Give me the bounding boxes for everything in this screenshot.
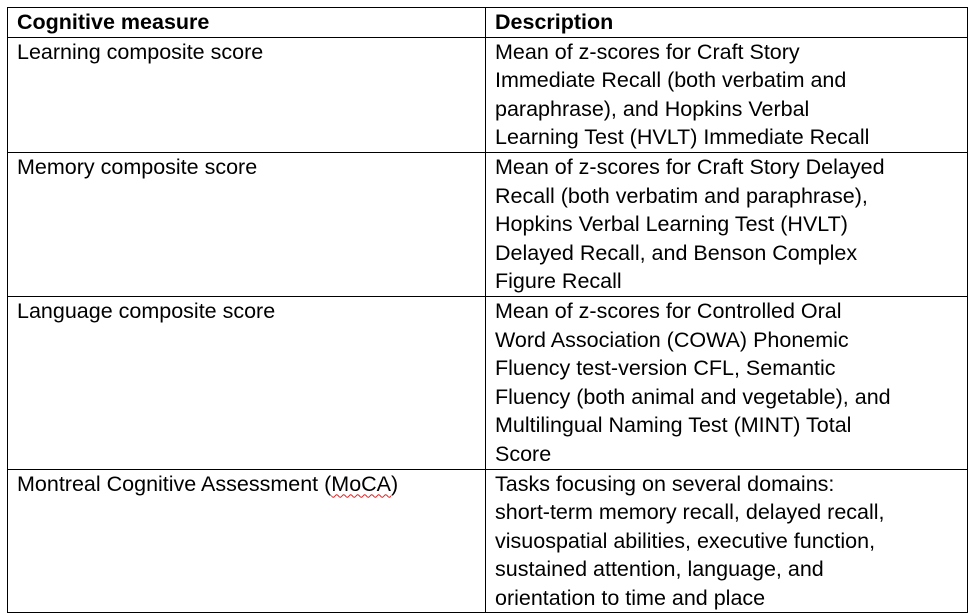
description-line: Hopkins Verbal Learning Test (HVLT) xyxy=(495,212,848,237)
description-cell xyxy=(486,469,968,613)
description-cell xyxy=(486,296,968,469)
header-description: Description xyxy=(486,8,968,38)
description-line: sustained attention, language, and xyxy=(495,557,824,582)
table-row xyxy=(8,37,968,152)
description-line: Mean of z-scores for Craft Story Delayed xyxy=(495,154,885,179)
description-line: Mean of z-scores for Controlled Oral xyxy=(495,298,842,323)
measure-text: Montreal Cognitive Assessment ( xyxy=(17,471,332,496)
description-line: paraphrase), and Hopkins Verbal xyxy=(495,96,810,121)
description-line: Fluency (both animal and vegetable), and xyxy=(495,384,891,409)
header-cognitive-measure: Cognitive measure xyxy=(8,8,486,38)
header-row xyxy=(8,8,968,38)
description-line: visuospatial abilities, executive function, xyxy=(495,528,876,553)
table-row xyxy=(8,469,968,613)
table-header xyxy=(8,8,968,38)
table-body xyxy=(8,37,968,613)
description-line: Tasks focusing on several domains: xyxy=(495,471,835,496)
table-row xyxy=(8,296,968,469)
description-line: Delayed Recall, and Benson Complex xyxy=(495,240,858,265)
measure-cell: Memory composite score xyxy=(8,152,486,296)
description-cell xyxy=(486,152,968,296)
description-line: Figure Recall xyxy=(495,269,622,294)
description-line: Recall (both verbatim and paraphrase), xyxy=(495,183,868,208)
description-line: Word Association (COWA) Phonemic xyxy=(495,327,849,352)
description-line: short-term memory recall, delayed recall, xyxy=(495,500,885,525)
spellcheck-flagged-word: MoCA xyxy=(331,471,392,496)
table-row xyxy=(8,152,968,296)
description-line: Score xyxy=(495,441,552,466)
measure-cell: Language composite score xyxy=(8,296,486,469)
description-line: orientation to time and place xyxy=(495,585,766,610)
description-line: Multilingual Naming Test (MINT) Total xyxy=(495,413,852,438)
description-line: Fluency test-version CFL, Semantic xyxy=(495,356,836,381)
measure-cell xyxy=(8,469,486,613)
description-cell xyxy=(486,37,968,152)
measure-cell: Learning composite score xyxy=(8,37,486,152)
measure-text-end: ) xyxy=(391,471,399,496)
cognitive-measures-table xyxy=(7,7,968,613)
description-line: Mean of z-scores for Craft Story xyxy=(495,39,800,64)
description-line: Learning Test (HVLT) Immediate Recall xyxy=(495,125,870,150)
description-line: Immediate Recall (both verbatim and xyxy=(495,68,847,93)
